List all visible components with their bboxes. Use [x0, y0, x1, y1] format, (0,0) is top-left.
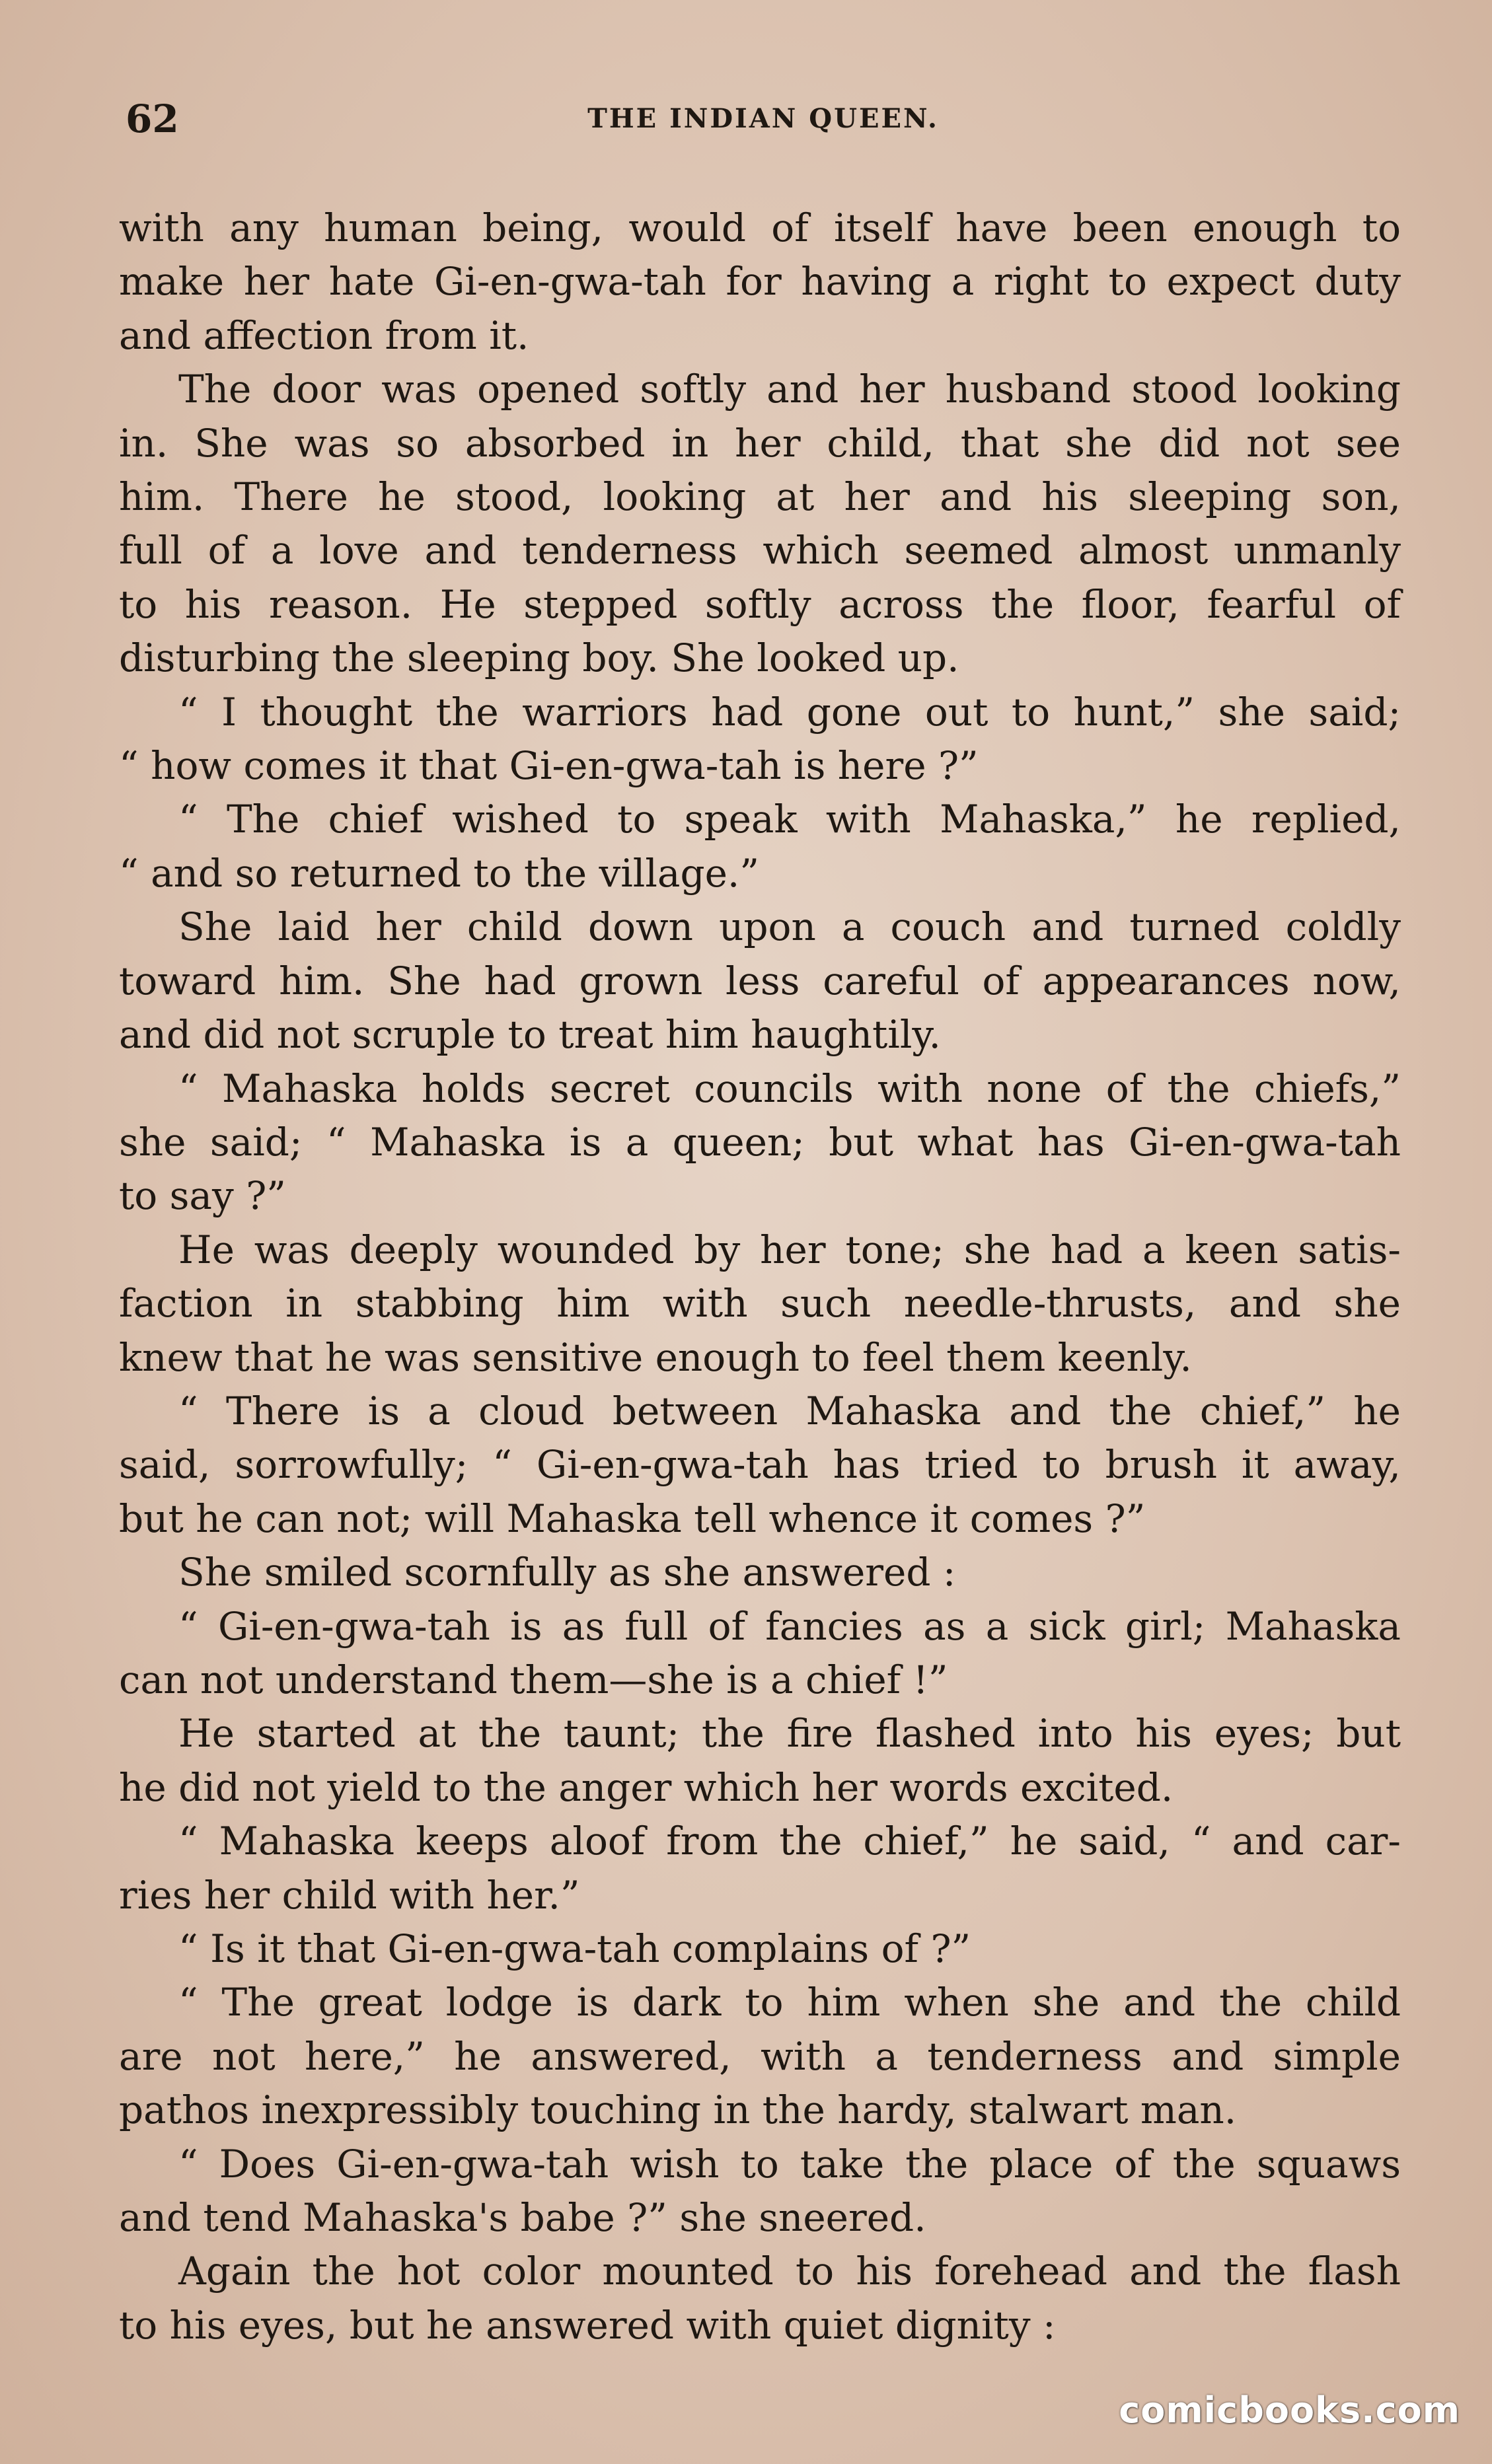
text-line: “ Mahaska holds secret councils with none of the chiefs,” — [178, 1066, 1401, 1111]
text-line: and affection from it. — [119, 312, 529, 358]
paragraph — [119, 1062, 1401, 1223]
body-text — [119, 201, 1401, 2352]
text-line: said, sorrowfully; “ Gi-en-gwa-tah has tried to brush it away, — [119, 1442, 1401, 1488]
text-line: to his reason. He stepped softly across the floor, fearful of — [119, 581, 1401, 627]
paragraph — [119, 1976, 1401, 2137]
text-line: to say ?” — [119, 1173, 286, 1219]
paragraph — [119, 1600, 1401, 1708]
text-line: “ how comes it that Gi-en-gwa-tah is here ?” — [119, 743, 979, 789]
paragraph — [119, 900, 1401, 1062]
text-line: full of a love and tenderness which seemed almost unmanly — [119, 528, 1401, 573]
text-line: are not here,” he answered, with a tenderness and simple — [119, 2033, 1401, 2079]
text-line: “ The chief wished to speak with Mahaska,” he replied, — [178, 797, 1401, 842]
text-line: faction in stabbing him with such needle-thrusts, and she — [119, 1281, 1401, 1326]
paragraph — [119, 686, 1401, 793]
paragraph — [119, 1223, 1401, 1385]
watermark: comicbooks.com — [1119, 2389, 1460, 2431]
page-number: 62 — [126, 96, 179, 141]
paragraph — [119, 1815, 1401, 1922]
paragraph — [119, 201, 1401, 363]
text-line: disturbing the sleeping boy. She looked up. — [119, 635, 959, 681]
text-line: ries her child with her.” — [119, 1872, 580, 1918]
text-line: but he can not; will Mahaska tell whence it comes ?” — [119, 1496, 1146, 1541]
paragraph — [119, 1385, 1401, 1546]
text-line: with any human being, would of itself have been enough to — [119, 205, 1401, 250]
text-line: “ The great lodge is dark to him when she and the child — [178, 1980, 1401, 2025]
text-line: and did not scruple to treat him haughtily. — [119, 1012, 941, 1058]
text-line: she said; “ Mahaska is a queen; but what has Gi-en-gwa-tah — [119, 1119, 1401, 1165]
text-line: “ Is it that Gi-en-gwa-tah complains of ?” — [178, 1926, 971, 1971]
page-header — [126, 92, 1401, 145]
text-line: make her hate Gi-en-gwa-tah for having a right to expect duty — [119, 259, 1401, 305]
text-line: Again the hot color mounted to his forehead and the flash — [178, 2249, 1401, 2294]
text-line: The door was opened softly and her husband stood looking — [178, 367, 1401, 412]
text-line: to his eyes, but he answered with quiet dignity : — [119, 2302, 1056, 2348]
text-line: She laid her child down upon a couch and turned coldly — [178, 904, 1401, 950]
text-line: “ Mahaska keeps aloof from the chief,” he said, “ and car- — [178, 1819, 1401, 1864]
paragraph — [119, 2138, 1401, 2245]
text-line: “ I thought the warriors had gone out to hunt,” she said; — [178, 689, 1401, 735]
text-line: “ Gi-en-gwa-tah is as full of fancies as a sick girl; Mahaska — [178, 1603, 1401, 1649]
text-line: “ Does Gi-en-gwa-tah wish to take the place of the squaws — [178, 2141, 1401, 2187]
text-line: pathos inexpressibly touching in the hardy, stalwart man. — [119, 2087, 1237, 2133]
paragraph — [119, 1707, 1401, 1815]
text-line: knew that he was sensitive enough to feel them keenly. — [119, 1334, 1192, 1380]
text-line: He was deeply wounded by her tone; she had a keen satis- — [178, 1227, 1401, 1272]
text-line: him. There he stood, looking at her and his sleeping son, — [119, 474, 1401, 520]
paragraph — [119, 363, 1401, 685]
paragraph — [119, 793, 1401, 900]
running-title: THE INDIAN QUEEN. — [587, 103, 939, 134]
text-line: “ and so returned to the village.” — [119, 850, 760, 896]
text-line: he did not yield to the anger which her words excited. — [119, 1764, 1174, 1810]
paragraph — [119, 1922, 1401, 1976]
text-line: toward him. She had grown less careful of appearances now, — [119, 958, 1401, 1003]
text-line: He started at the taunt; the fire flashed into his eyes; but — [178, 1711, 1401, 1757]
text-line: “ There is a cloud between Mahaska and the chief,” he — [178, 1388, 1401, 1433]
text-line: and tend Mahaska's babe ?” she sneered. — [119, 2195, 926, 2241]
text-line: She smiled scornfully as she answered : — [178, 1550, 956, 1595]
text-line: can not understand them—she is a chief !” — [119, 1657, 948, 1702]
text-line: in. She was so absorbed in her child, that she did not see — [119, 420, 1401, 466]
paragraph — [119, 2245, 1401, 2352]
paragraph — [119, 1546, 1401, 1599]
